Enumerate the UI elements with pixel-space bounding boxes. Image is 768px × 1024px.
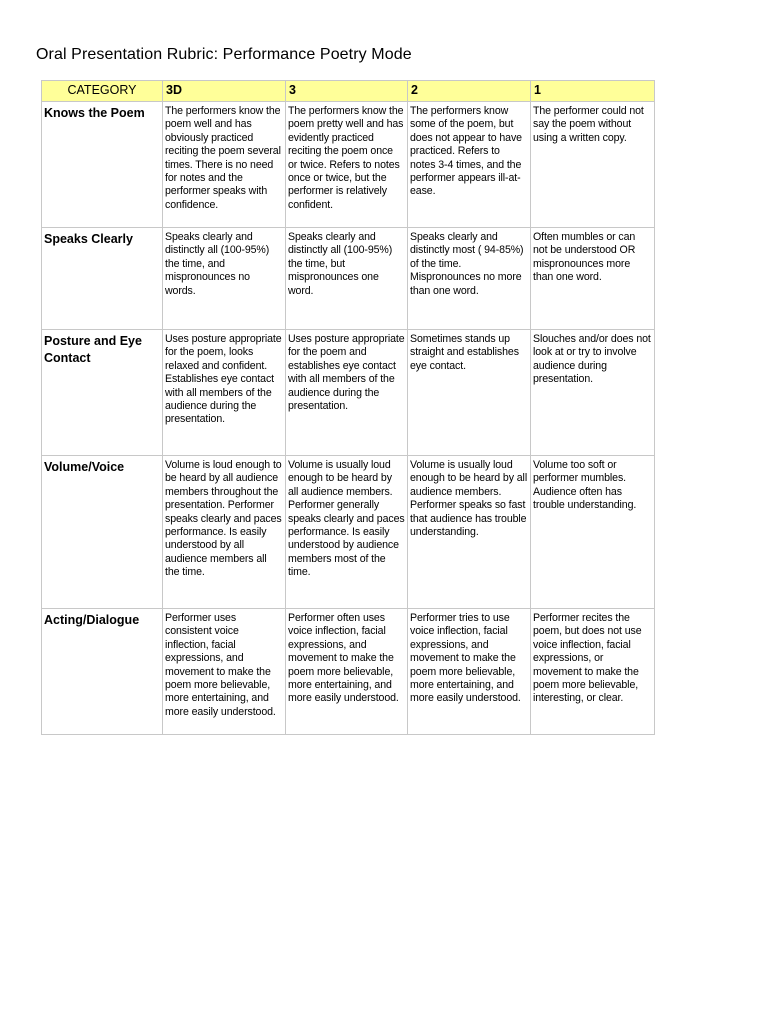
criterion-cell: The performers know the poem pretty well and has evidently practiced reciting the poem once or twice. Refers to notes once or twice, but the performer is relatively confident.: [286, 102, 408, 228]
criterion-cell: Performer often uses voice inflection, facial expressions, and movement to make the poem more believable, more entertaining, and more easily understood.: [286, 609, 408, 735]
criterion-cell: The performers know some of the poem, but does not appear to have practiced. Refers to notes 3-4 times, and the performer appears ill-at-ease.: [408, 102, 531, 228]
rubric-table: [41, 80, 655, 735]
criterion-cell: Speaks clearly and distinctly most ( 94-85%) of the time. Mispronounces no more than one word.: [408, 228, 531, 330]
criterion-cell: Often mumbles or can not be understood OR mispronounces more than one word.: [531, 228, 655, 330]
criterion-cell: Performer uses consistent voice inflection, facial expressions, and movement to make the poem more believable, more entertaining, and more easily understood.: [163, 609, 286, 735]
column-header-1: 1: [531, 81, 655, 102]
category-label: Speaks Clearly: [42, 228, 163, 330]
column-header-3: 3: [286, 81, 408, 102]
criterion-cell: The performers know the poem well and has obviously practiced reciting the poem several times. There is no need for notes and the performer speaks with confidence.: [163, 102, 286, 228]
rubric-row-speaks-clearly: [42, 228, 655, 330]
criterion-cell: Performer recites the poem, but does not use voice inflection, facial expressions, or movement to make the poem more believable, interesting, or clear.: [531, 609, 655, 735]
rubric-row-posture-and-eye-contact: [42, 330, 655, 456]
category-label: Acting/Dialogue: [42, 609, 163, 735]
rubric-row-knows-the-poem: [42, 102, 655, 228]
category-label: Knows the Poem: [42, 102, 163, 228]
column-header-3d: 3D: [163, 81, 286, 102]
category-label: Volume/Voice: [42, 456, 163, 609]
rubric-row-acting-dialogue: [42, 609, 655, 735]
column-header-category: CATEGORY: [42, 81, 163, 102]
criterion-cell: Speaks clearly and distinctly all (100-95%) the time, and mispronounces no words.: [163, 228, 286, 330]
criterion-cell: Uses posture appropriate for the poem, looks relaxed and confident. Establishes eye contact with all members of the audience during the presentation.: [163, 330, 286, 456]
criterion-cell: Volume is usually loud enough to be heard by all audience members. Performer generally speaks clearly and paces performance. Is easily understood by audience members most of the time.: [286, 456, 408, 609]
header-row: [42, 81, 655, 102]
criterion-cell: Uses posture appropriate for the poem and establishes eye contact with all members of the audience during the presentation.: [286, 330, 408, 456]
criterion-cell: Volume is usually loud enough to be heard by all audience members. Performer speaks so fast that audience has trouble understanding.: [408, 456, 531, 609]
criterion-cell: The performer could not say the poem without using a written copy.: [531, 102, 655, 228]
criterion-cell: Slouches and/or does not look at or try to involve audience during presentation.: [531, 330, 655, 456]
criterion-cell: Speaks clearly and distinctly all (100-95%) the time, but mispronounces one word.: [286, 228, 408, 330]
column-header-2: 2: [408, 81, 531, 102]
rubric-row-volume-voice: [42, 456, 655, 609]
criterion-cell: Sometimes stands up straight and establishes eye contact.: [408, 330, 531, 456]
page-title: Oral Presentation Rubric: Performance Poetry Mode: [36, 46, 412, 63]
category-label: Posture and Eye Contact: [42, 330, 163, 456]
criterion-cell: Performer tries to use voice inflection, facial expressions, and movement to make the poem more believable, more entertaining, and more easily understood.: [408, 609, 531, 735]
criterion-cell: Volume too soft or performer mumbles. Audience often has trouble understanding.: [531, 456, 655, 609]
criterion-cell: Volume is loud enough to be heard by all audience members throughout the presentation. Performer speaks clearly and paces performance. Is easily understood by all audience members all the time.: [163, 456, 286, 609]
